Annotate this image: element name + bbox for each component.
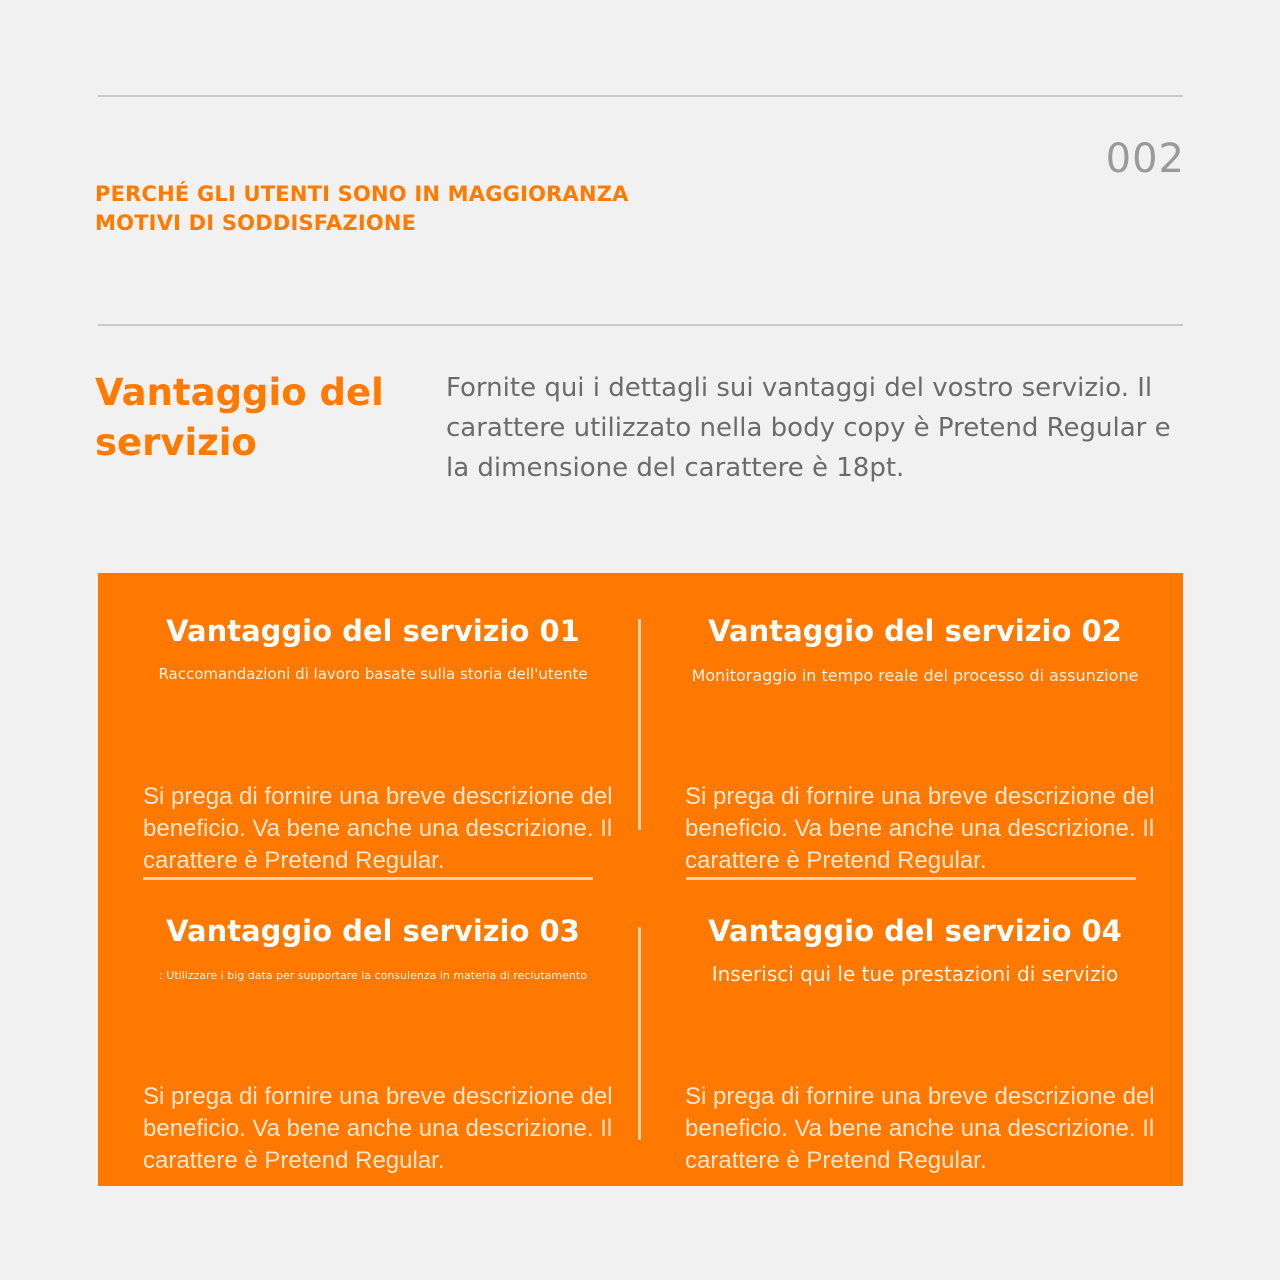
eyebrow-line-1: PERCHÉ GLI UTENTI SONO IN MAGGIORANZA (95, 182, 629, 206)
benefit-subtitle: Inserisci qui le tue prestazioni di servizio (711, 962, 1119, 986)
eyebrow-line-2: MOTIVI DI SODDISFAZIONE (95, 211, 417, 235)
benefit-description: Si prega di fornire una breve descrizione del beneficio. Va bene anche una descrizione. Il carattere è Pretend Regular. (685, 1083, 1155, 1174)
benefit-card-03 (143, 911, 613, 1174)
benefit-title: Vantaggio del servizio 02 (708, 614, 1122, 648)
benefit-description: Si prega di fornire una breve descrizione del beneficio. Va bene anche una descrizione. Il carattere è Pretend Regular. (143, 1083, 613, 1174)
top-divider (98, 95, 1183, 97)
benefit-title: Vantaggio del servizio 03 (166, 914, 580, 948)
page-number: 002 (1105, 136, 1185, 182)
benefit-description: Si prega di fornire una breve descrizione del beneficio. Va bene anche una descrizione. Il carattere è Pretend Regular. (685, 783, 1155, 874)
section-divider (98, 324, 1183, 326)
benefit-description: Si prega di fornire una breve descrizione del beneficio. Va bene anche una descrizione. Il carattere è Pretend Regular. (143, 783, 613, 874)
benefit-card-01 (143, 611, 613, 874)
benefit-card-02 (685, 611, 1155, 874)
eyebrow-heading (95, 180, 629, 238)
horizontal-divider-left (143, 877, 593, 880)
section-intro: Fornite qui i dettagli sui vantaggi del vostro servizio. Il carattere utilizzato nella body copy è Pretend Regular e la dimensione del carattere è 18pt. (446, 373, 1171, 483)
benefit-title: Vantaggio del servizio 01 (166, 614, 580, 648)
benefit-subtitle: Monitoraggio in tempo reale del processo di assunzione (691, 666, 1139, 685)
benefit-card-04 (685, 911, 1155, 1174)
vertical-divider-top (638, 619, 641, 830)
section-title: Vantaggio del servizio (95, 371, 384, 464)
benefit-subtitle: Raccomandazioni di lavoro basate sulla storia dell'utente (158, 665, 588, 683)
horizontal-divider-right (686, 877, 1136, 880)
vertical-divider-bottom (638, 927, 641, 1140)
benefit-subtitle: : Utilizzare i big data per supportare la consulenza in materia di reclutamento (159, 969, 587, 982)
benefits-panel (98, 573, 1183, 1186)
benefit-title: Vantaggio del servizio 04 (708, 914, 1122, 948)
